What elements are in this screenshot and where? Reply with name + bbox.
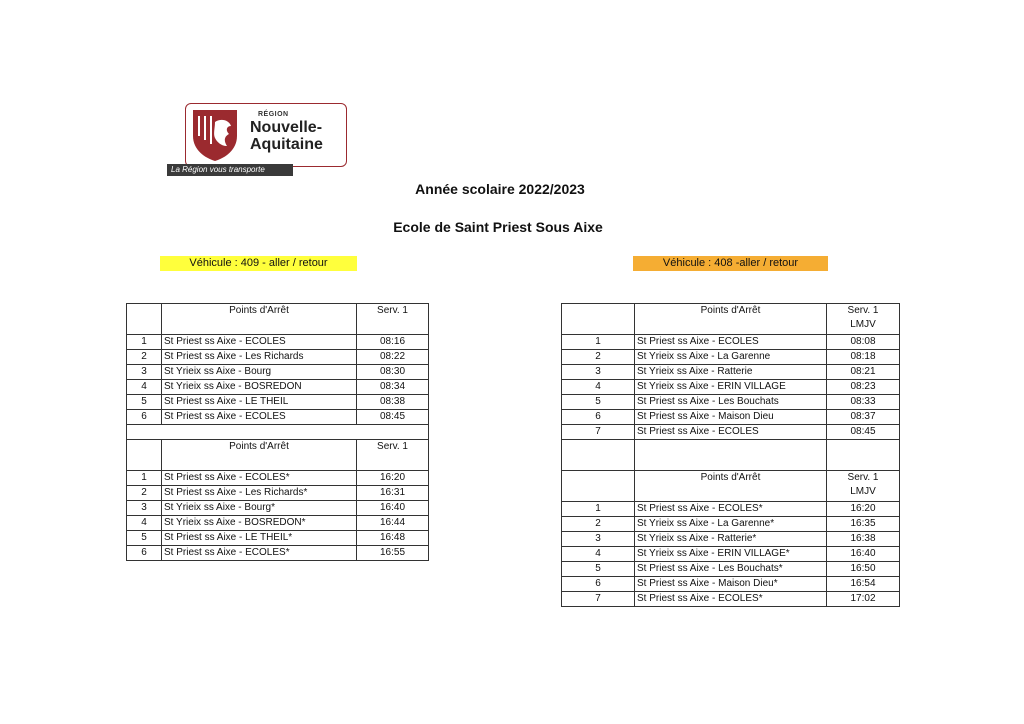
- service-label: Serv. 1: [847, 305, 879, 316]
- stop-number: 5: [562, 395, 635, 410]
- stop-time: 16:35: [827, 517, 900, 532]
- stop-time: 08:21: [827, 365, 900, 380]
- lion-shield-icon: [189, 106, 241, 162]
- column-header-points: Points d'Arrêt: [635, 471, 827, 502]
- table-row: [127, 380, 429, 395]
- table-row: [562, 410, 900, 425]
- table-row: [127, 501, 429, 516]
- logo-name-line1: Nouvelle-: [250, 119, 323, 136]
- stop-number: 7: [562, 425, 635, 440]
- stop-number: 3: [562, 365, 635, 380]
- stop-name: St Yrieix ss Aixe - La Garenne: [635, 350, 827, 365]
- stop-number: 6: [562, 577, 635, 592]
- stop-time: 16:55: [357, 546, 429, 561]
- stop-time: 08:18: [827, 350, 900, 365]
- stop-name: St Priest ss Aixe - ECOLES: [635, 425, 827, 440]
- stop-number: 2: [562, 517, 635, 532]
- table-header-row: [562, 304, 900, 335]
- column-header-points: Points d'Arrêt: [635, 304, 827, 335]
- stop-name: St Priest ss Aixe - ECOLES*: [162, 471, 357, 486]
- stop-name: St Priest ss Aixe - LE THEIL*: [162, 531, 357, 546]
- logo-tagline: La Région vous transporte: [167, 164, 293, 176]
- stop-number: 7: [562, 592, 635, 607]
- stop-name: St Priest ss Aixe - Maison Dieu: [635, 410, 827, 425]
- table-row: [127, 546, 429, 561]
- timetable-vehicle-408: [561, 303, 900, 607]
- stop-time: 16:44: [357, 516, 429, 531]
- logo-name-line2: Aquitaine: [250, 136, 323, 153]
- table-row: [127, 365, 429, 380]
- table-row: [562, 395, 900, 410]
- table-row: [127, 531, 429, 546]
- stop-number: 1: [562, 502, 635, 517]
- column-header-points: Points d'Arrêt: [162, 304, 357, 335]
- page-title: Année scolaire 2022/2023: [415, 181, 585, 197]
- service-label: Serv. 1: [847, 472, 879, 483]
- stop-time: 16:50: [827, 562, 900, 577]
- table-row: [127, 350, 429, 365]
- table-row: [562, 577, 900, 592]
- stop-number: 6: [127, 410, 162, 425]
- morning-rows: [562, 335, 900, 440]
- stop-name: St Yrieix ss Aixe - ERIN VILLAGE: [635, 380, 827, 395]
- column-header-service: Serv. 1: [357, 440, 429, 471]
- stop-time: 08:33: [827, 395, 900, 410]
- table-row: [562, 380, 900, 395]
- spacer-row: [562, 440, 900, 471]
- stop-time: 08:30: [357, 365, 429, 380]
- morning-rows: [127, 335, 429, 425]
- stop-name: St Yrieix ss Aixe - La Garenne*: [635, 517, 827, 532]
- stop-number: 5: [127, 531, 162, 546]
- page-subtitle: Ecole de Saint Priest Sous Aixe: [393, 219, 603, 235]
- stop-time: 08:37: [827, 410, 900, 425]
- vehicle-408-label: Véhicule : 408 -aller / retour: [633, 256, 828, 271]
- table-row: [562, 502, 900, 517]
- stop-time: 16:20: [827, 502, 900, 517]
- table-row: [562, 365, 900, 380]
- stop-name: St Yrieix ss Aixe - BOSREDON*: [162, 516, 357, 531]
- stop-number: 2: [127, 486, 162, 501]
- column-header-points: Points d'Arrêt: [162, 440, 357, 471]
- stop-name: St Yrieix ss Aixe - Bourg*: [162, 501, 357, 516]
- table-row: [562, 592, 900, 607]
- stop-name: St Priest ss Aixe - Les Richards*: [162, 486, 357, 501]
- table-row: [127, 395, 429, 410]
- stop-number: 5: [127, 395, 162, 410]
- stop-name: St Priest ss Aixe - ECOLES*: [162, 546, 357, 561]
- stop-time: 08:38: [357, 395, 429, 410]
- stop-number: 4: [562, 380, 635, 395]
- stop-time: 08:45: [827, 425, 900, 440]
- stop-number: 5: [562, 562, 635, 577]
- stop-name: St Priest ss Aixe - Les Bouchats*: [635, 562, 827, 577]
- stop-time: 16:20: [357, 471, 429, 486]
- stop-number: 1: [562, 335, 635, 350]
- stop-name: St Priest ss Aixe - ECOLES: [162, 335, 357, 350]
- spacer-row: [127, 425, 429, 440]
- stop-name: St Yrieix ss Aixe - Ratterie: [635, 365, 827, 380]
- region-logo: [185, 103, 347, 167]
- evening-rows: [127, 471, 429, 561]
- stop-time: 08:34: [357, 380, 429, 395]
- stop-number: 4: [127, 380, 162, 395]
- stop-time: 08:08: [827, 335, 900, 350]
- stop-number: 3: [127, 365, 162, 380]
- table-row: [127, 410, 429, 425]
- table-row: [562, 562, 900, 577]
- stop-time: 16:31: [357, 486, 429, 501]
- table-row: [127, 516, 429, 531]
- stop-time: 16:48: [357, 531, 429, 546]
- column-header-service: [827, 471, 900, 502]
- stop-number: 1: [127, 335, 162, 350]
- table-row: [127, 486, 429, 501]
- table-row: [562, 517, 900, 532]
- table-header-row: [127, 304, 429, 335]
- table-row: [127, 471, 429, 486]
- table-row: [127, 335, 429, 350]
- stop-time: 17:02: [827, 592, 900, 607]
- vehicle-409-label: Véhicule : 409 - aller / retour: [160, 256, 357, 271]
- service-days: LMJV: [850, 319, 876, 330]
- stop-name: St Priest ss Aixe - Maison Dieu*: [635, 577, 827, 592]
- evening-rows: [562, 502, 900, 607]
- stop-name: St Priest ss Aixe - ECOLES: [162, 410, 357, 425]
- stop-time: 08:23: [827, 380, 900, 395]
- stop-number: 4: [562, 547, 635, 562]
- stop-time: 16:40: [827, 547, 900, 562]
- stop-name: St Yrieix ss Aixe - ERIN VILLAGE*: [635, 547, 827, 562]
- table-header-row: [127, 440, 429, 471]
- column-header-service: Serv. 1: [357, 304, 429, 335]
- stop-time: 08:22: [357, 350, 429, 365]
- stop-name: St Priest ss Aixe - Les Bouchats: [635, 395, 827, 410]
- table-row: [562, 425, 900, 440]
- service-days: LMJV: [850, 486, 876, 497]
- stop-name: St Priest ss Aixe - ECOLES*: [635, 592, 827, 607]
- table-row: [562, 547, 900, 562]
- stop-name: St Priest ss Aixe - LE THEIL: [162, 395, 357, 410]
- stop-name: St Priest ss Aixe - ECOLES: [635, 335, 827, 350]
- stop-number: 2: [562, 350, 635, 365]
- stop-number: 6: [127, 546, 162, 561]
- stop-number: 4: [127, 516, 162, 531]
- stop-time: 16:54: [827, 577, 900, 592]
- column-header-service: [827, 304, 900, 335]
- stop-name: St Priest ss Aixe - Les Richards: [162, 350, 357, 365]
- table-row: [562, 532, 900, 547]
- stop-time: 16:40: [357, 501, 429, 516]
- stop-number: 3: [562, 532, 635, 547]
- stop-number: 1: [127, 471, 162, 486]
- stop-number: 6: [562, 410, 635, 425]
- stop-name: St Priest ss Aixe - ECOLES*: [635, 502, 827, 517]
- timetable-vehicle-409: [126, 303, 429, 561]
- table-row: [562, 350, 900, 365]
- table-row: [562, 335, 900, 350]
- stop-name: St Yrieix ss Aixe - Bourg: [162, 365, 357, 380]
- stop-time: 08:16: [357, 335, 429, 350]
- stop-time: 08:45: [357, 410, 429, 425]
- stop-time: 16:38: [827, 532, 900, 547]
- stop-name: St Yrieix ss Aixe - BOSREDON: [162, 380, 357, 395]
- logo-region-label: RÉGION: [258, 111, 289, 118]
- table-header-row: [562, 471, 900, 502]
- stop-number: 3: [127, 501, 162, 516]
- stop-name: St Yrieix ss Aixe - Ratterie*: [635, 532, 827, 547]
- stop-number: 2: [127, 350, 162, 365]
